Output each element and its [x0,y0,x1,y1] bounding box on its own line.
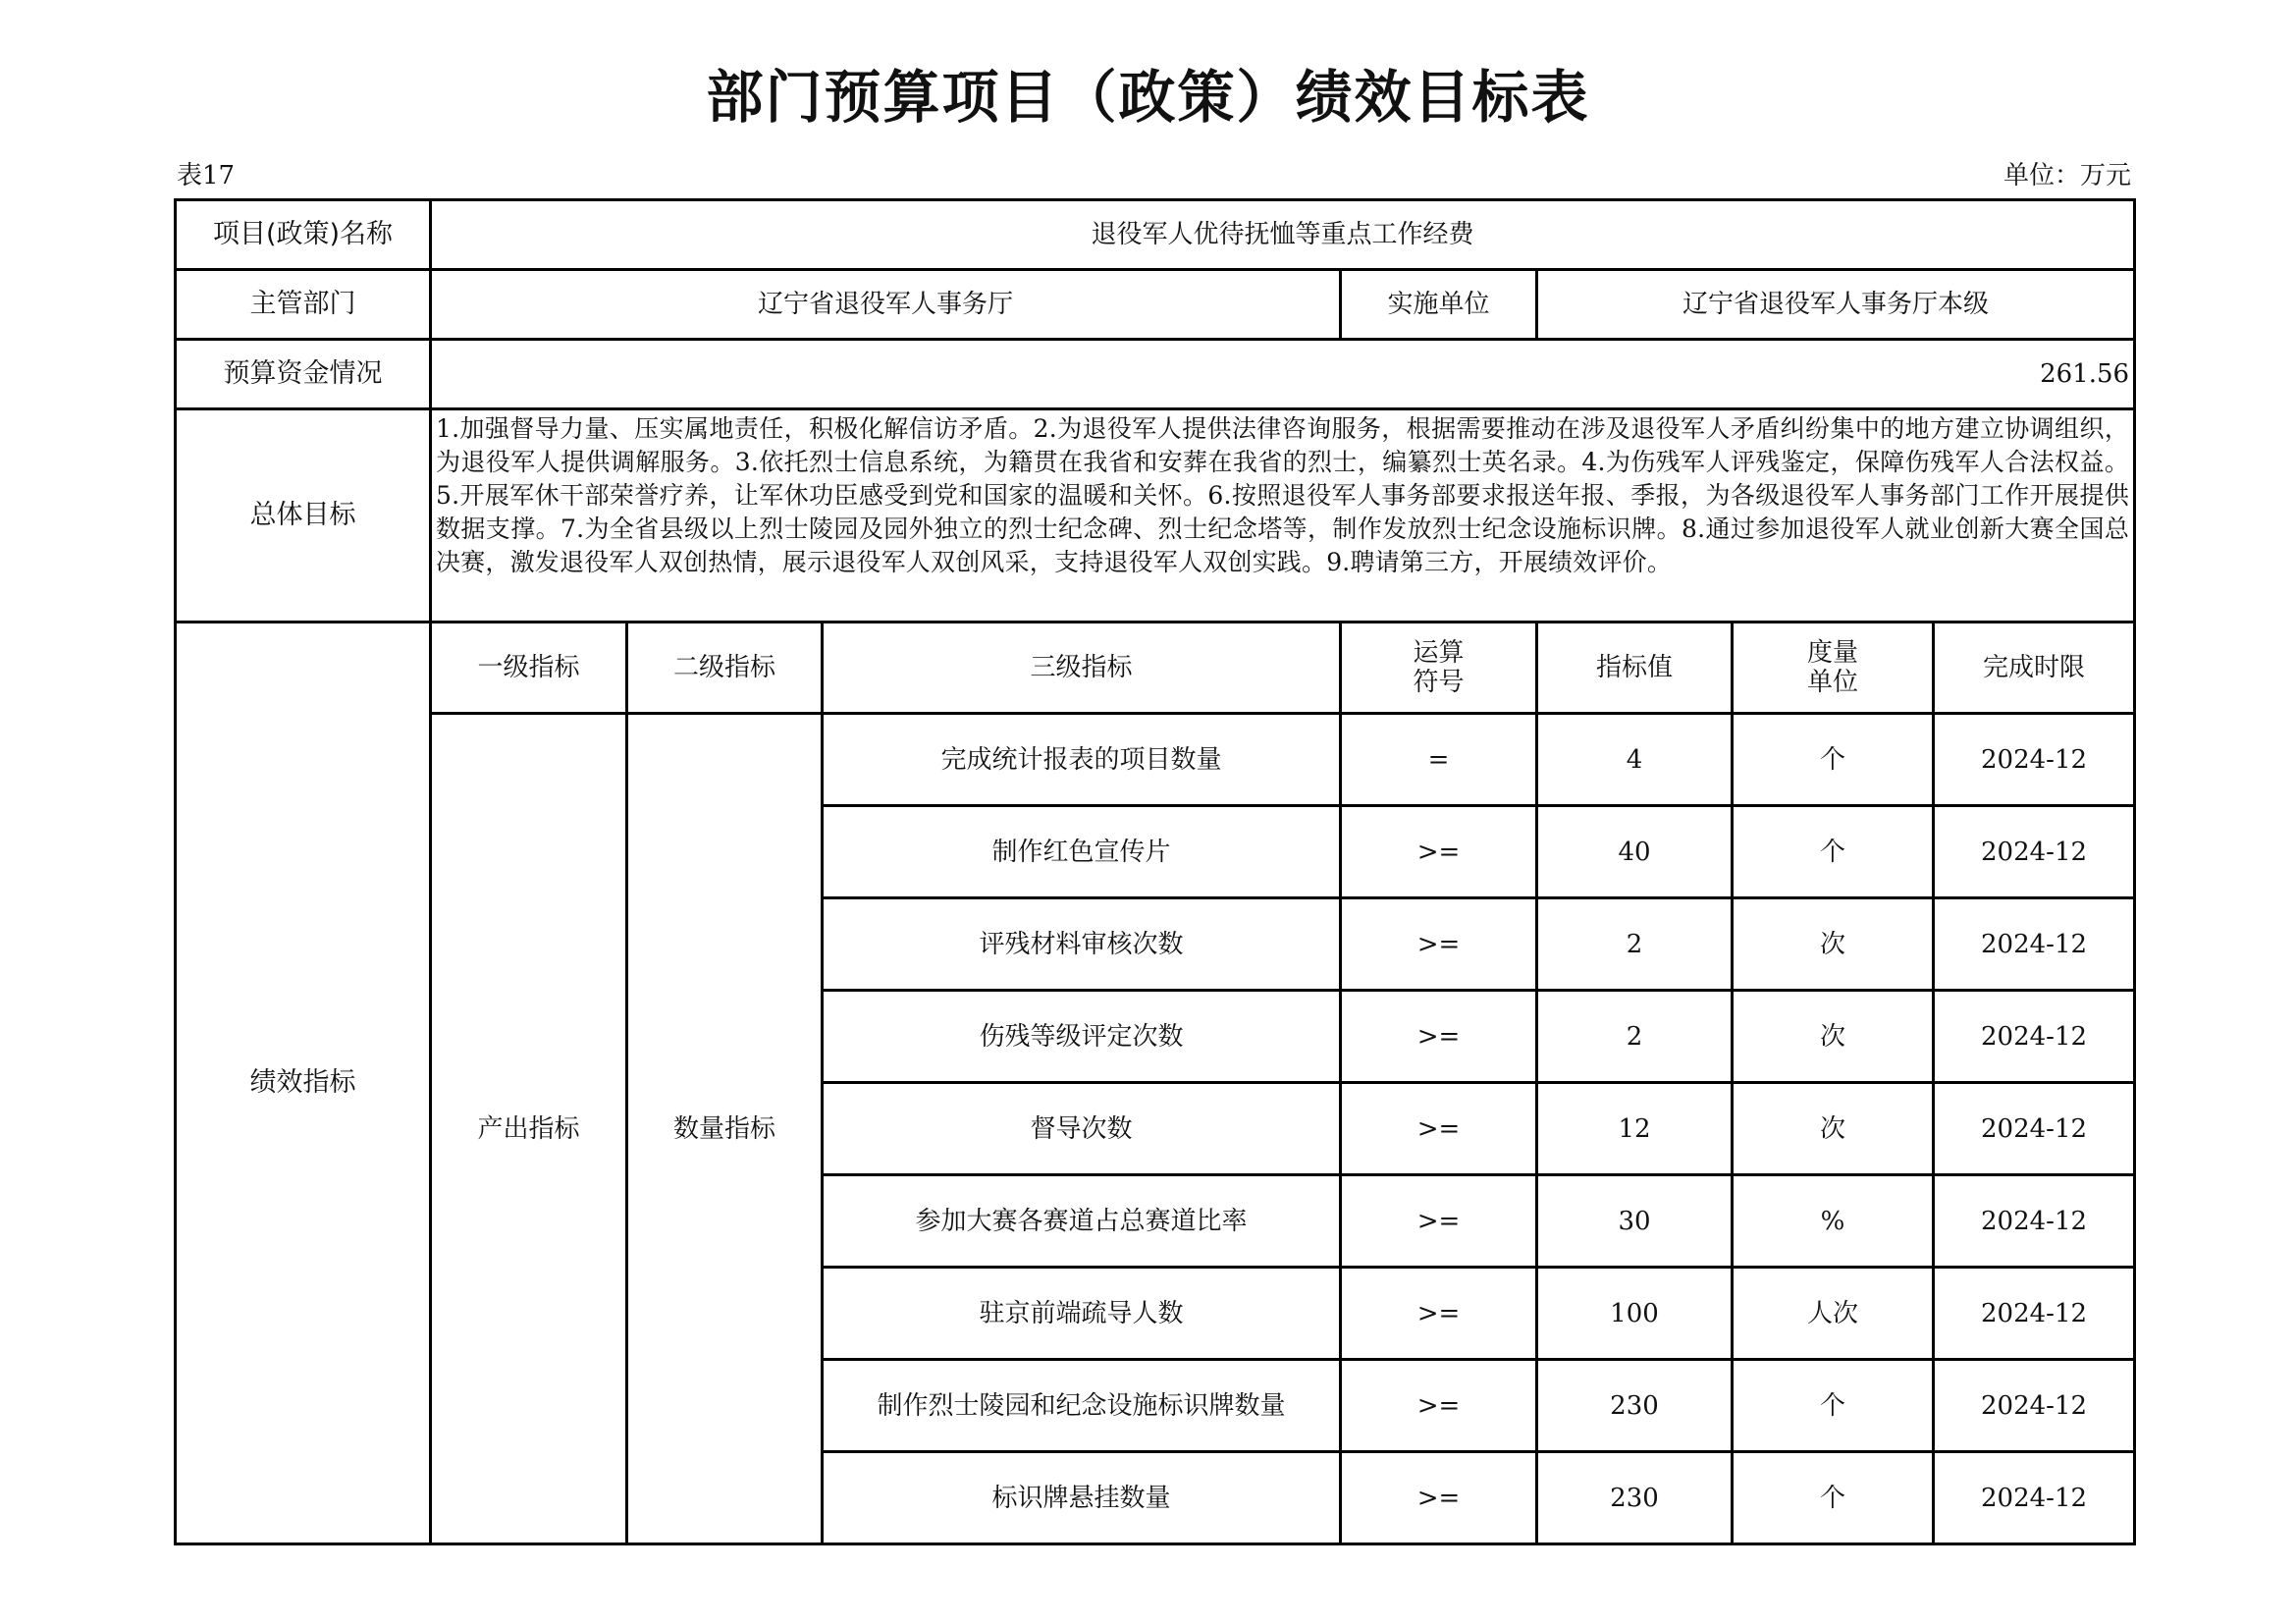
indicator-deadline: 2024-12 [1934,1360,2135,1452]
indicator-name: 制作红色宣传片 [823,806,1341,898]
indicator-name: 制作烈士陵园和纪念设施标识牌数量 [823,1360,1341,1452]
indicator-unit: 个 [1733,714,1934,806]
header-operator [1341,623,1537,714]
header-operator-text: 运算 符号 [1413,638,1465,697]
indicator-operator: >= [1341,806,1537,898]
indicator-unit: % [1733,1175,1934,1268]
indicator-operator: >= [1341,1360,1537,1452]
budget-value: 261.56 [431,340,2135,409]
indicator-unit: 次 [1733,898,1934,991]
indicator-value: 2 [1537,991,1733,1083]
indicator-unit: 个 [1733,806,1934,898]
indicator-unit: 个 [1733,1360,1934,1452]
header-unit [1733,623,1934,714]
indicators-section-label: 绩效指标 [176,623,431,1544]
indicator-unit: 次 [1733,1083,1934,1175]
table-row [176,714,2135,806]
indicator-name: 标识牌悬挂数量 [823,1452,1341,1544]
indicator-name: 驻京前端疏导人数 [823,1268,1341,1360]
indicator-value: 12 [1537,1083,1733,1175]
budget-label: 预算资金情况 [176,340,431,409]
indicator-value: 230 [1537,1360,1733,1452]
project-name-row [176,200,2135,270]
indicator-value: 4 [1537,714,1733,806]
indicator-header-row [176,623,2135,714]
indicator-operator: >= [1341,1452,1537,1544]
indicator-operator: >= [1341,991,1537,1083]
budget-row [176,340,2135,409]
indicator-operator: >= [1341,1268,1537,1360]
performance-target-table [174,198,2136,1545]
indicator-name: 完成统计报表的项目数量 [823,714,1341,806]
indicator-deadline: 2024-12 [1934,1452,2135,1544]
header-level1: 一级指标 [431,623,627,714]
header-level2: 二级指标 [627,623,823,714]
implementer-label: 实施单位 [1341,270,1537,340]
project-name-value: 退役军人优待抚恤等重点工作经费 [431,200,2135,270]
indicator-value: 40 [1537,806,1733,898]
overall-goal-text: 1.加强督导力量、压实属地责任，积极化解信访矛盾。2.为退役军人提供法律咨询服务，根据需要推动在涉及退役军人矛盾纠纷集中的地方建立协调组织，为退役军人提供调解服务。3.依托烈士信息系统，为籍贯在我省和安葬在我省的烈士，编纂烈士英名录。4.为伤残军人评残鉴定，保障伤残军人合法权益。5.开展军休干部荣誉疗养，让军休功臣感受到党和国家的温暖和关怀。6.按照退役军人事务部要求报送年报、季报，为各级退役军人事务部门工作开展提供数据支撑。7.为全省县级以上烈士陵园及园外独立的烈士纪念碑、烈士纪念塔等，制作发放烈士纪念设施标识牌。8.通过参加退役军人就业创新大赛全国总决赛，激发退役军人双创热情，展示退役军人双创风采，支持退役军人双创实践。9.聘请第三方，开展绩效评价。 [431,409,2135,623]
project-name-label: 项目(政策)名称 [176,200,431,270]
indicator-name: 参加大赛各赛道占总赛道比率 [823,1175,1341,1268]
header-value: 指标值 [1537,623,1733,714]
table-number: 表17 [177,161,236,190]
indicator-operator: = [1341,714,1537,806]
indicator-value: 30 [1537,1175,1733,1268]
indicator-name: 督导次数 [823,1083,1341,1175]
indicator-unit: 人次 [1733,1268,1934,1360]
overall-goal-row [176,409,2135,623]
indicator-value: 230 [1537,1452,1733,1544]
indicator-unit: 个 [1733,1452,1934,1544]
indicator-deadline: 2024-12 [1934,1175,2135,1268]
unit-label: 单位：万元 [2002,161,2131,190]
department-row [176,270,2135,340]
indicator-value: 100 [1537,1268,1733,1360]
page-title: 部门预算项目（政策）绩效目标表 [706,64,1590,131]
indicator-deadline: 2024-12 [1934,806,2135,898]
indicator-deadline: 2024-12 [1934,898,2135,991]
header-level3: 三级指标 [823,623,1341,714]
indicator-operator: >= [1341,1083,1537,1175]
header-unit-text: 度量 单位 [1806,638,1858,697]
indicator-deadline: 2024-12 [1934,991,2135,1083]
department-value: 辽宁省退役军人事务厅 [431,270,1341,340]
indicator-deadline: 2024-12 [1934,714,2135,806]
header-deadline: 完成时限 [1934,623,2135,714]
indicator-name: 伤残等级评定次数 [823,991,1341,1083]
level2-indicator: 数量指标 [627,714,823,1544]
indicator-name: 评残材料审核次数 [823,898,1341,991]
indicator-deadline: 2024-12 [1934,1083,2135,1175]
overall-goal-label: 总体目标 [176,409,431,623]
indicator-deadline: 2024-12 [1934,1268,2135,1360]
implementer-value: 辽宁省退役军人事务厅本级 [1537,270,2135,340]
indicator-value: 2 [1537,898,1733,991]
indicator-operator: >= [1341,1175,1537,1268]
indicator-operator: >= [1341,898,1537,991]
department-label: 主管部门 [176,270,431,340]
level1-indicator: 产出指标 [431,714,627,1544]
indicator-unit: 次 [1733,991,1934,1083]
